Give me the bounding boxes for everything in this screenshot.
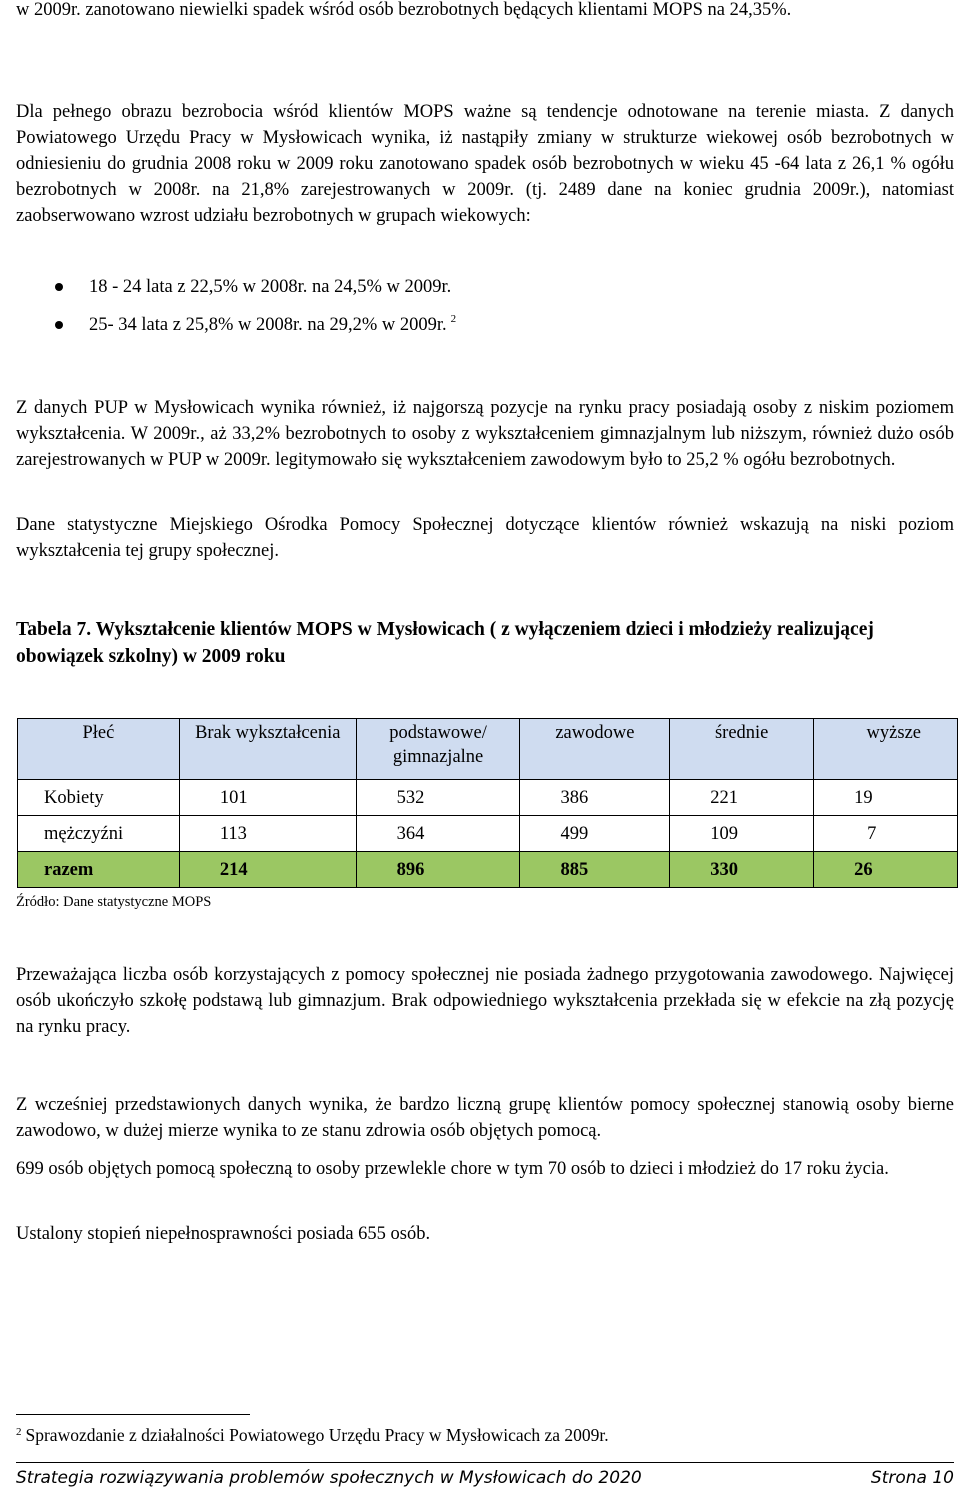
table-cell: 532 xyxy=(356,780,520,816)
row-label: razem xyxy=(18,852,180,888)
header-cell: Płeć xyxy=(18,719,180,780)
bullet-icon xyxy=(55,321,63,329)
table-row-total xyxy=(18,852,958,888)
table-cell: 330 xyxy=(670,852,814,888)
table-row xyxy=(18,816,958,852)
bullet-icon xyxy=(55,283,63,291)
table-cell: 214 xyxy=(179,852,356,888)
row-label: Kobiety xyxy=(18,780,180,816)
paragraph-mops-decline: w 2009r. zanotowano niewielki spadek wśród osób bezrobotnych będących klientami MOPS na 24,35%. xyxy=(16,0,792,20)
table-cell: 364 xyxy=(356,816,520,852)
table-source: Źródło: Dane statystyczne MOPS xyxy=(16,894,212,910)
footnote-text: Sprawozdanie z działalności Powiatowego Urzędu Pracy w Mysłowicach za 2009r. xyxy=(25,1425,609,1445)
header-cell: Brak wykształcenia xyxy=(179,719,356,780)
table-cell: 26 xyxy=(814,852,958,888)
table-cell: 101 xyxy=(179,780,356,816)
paragraph-inactive: Z wcześniej przedstawionych danych wynika, że bardzo liczną grupę klientów pomocy społecznej stanowią osoby bierne zawodowo, w dużej mierze wynika to ze stanu zdrowia osób objętych pomocą. xyxy=(16,1095,954,1141)
table-cell: 221 xyxy=(670,780,814,816)
age-group-list xyxy=(16,274,954,350)
table-cell: 113 xyxy=(179,816,356,852)
paragraph-education-level: Z danych PUP w Mysłowicach wynika również, iż najgorszą pozycje na rynku pracy posiadają osoby z niskim poziomem wykształcenia. W 2009r., aż 33,2% bezrobotnych to osoby z wykształceniem gimnazjalnym lub niższym, również dużo osób zarejestrowanych w PUP w 2009r. legitymowało się wykształceniem zawodowym było to 25,2 % ogółu bezrobotnych. xyxy=(16,398,954,470)
table-cell: 896 xyxy=(356,852,520,888)
table-cell: 7 xyxy=(814,816,958,852)
footnote-divider xyxy=(16,1414,250,1415)
paragraph-mops-statistics: Dane statystyczne Miejskiego Ośrodka Pomocy Społecznej dotyczące klientów również wskazują na niski poziom wykształcenia tej grupy społecznej. xyxy=(16,515,954,561)
footer-title: Strategia rozwiązywania problemów społecznych w Mysłowicach do 2020 xyxy=(16,1468,642,1488)
list-item xyxy=(16,274,954,312)
table-cell: 885 xyxy=(520,852,670,888)
header-cell: zawodowe xyxy=(520,719,670,780)
page-footer xyxy=(16,1466,954,1490)
paragraph-pup-age-structure: Dla pełnego obrazu bezrobocia wśród klientów MOPS ważne są tendencje odnotowane na terenie miasta. Z danych Powiatowego Urzędu Pracy w Mysłowicach wynika, iż nastąpiły zmiany w strukturze wiekowej osób bezrobotnych w odniesieniu do grudnia 2008 roku w 2009 roku zanotowano spadek osób bezrobotnych w wieku 45 -64 lata z 26,1 % ogółu bezrobotnych w 2008r. na 21,8% zarejestrowanych w 2009r. (tj. 2489 dane na koniec grudnia 2009r.), natomiast zaobserwowano wzrost udziału bezrobotnych w grupach wiekowych: xyxy=(16,102,954,226)
table-row xyxy=(18,780,958,816)
list-item-text: 18 - 24 lata z 22,5% w 2008r. na 24,5% w 2009r. xyxy=(89,277,452,297)
education-table xyxy=(17,718,958,888)
footnote xyxy=(16,1423,609,1447)
table-cell: 499 xyxy=(520,816,670,852)
page-number: Strona 10 xyxy=(870,1468,954,1488)
paragraph-no-vocational: Przeważająca liczba osób korzystających z pomocy społecznej nie posiada żadnego przygotowania zawodowego. Najwięcej osób ukończyło szkołę podstawą lub gimnazjum. Brak odpowiedniego wykształcenia przekłada się w efekcie na złą pozycję na rynku pracy. xyxy=(16,965,954,1037)
footer-divider xyxy=(16,1462,954,1463)
row-label: mężczyźni xyxy=(18,816,180,852)
paragraph-disability: Ustalony stopień niepełnosprawności posiada 655 osób. xyxy=(16,1224,431,1244)
header-cell: wyższe xyxy=(814,719,958,780)
header-cell: średnie xyxy=(670,719,814,780)
footnote-ref[interactable]: 2 xyxy=(450,313,457,325)
table-cell: 386 xyxy=(520,780,670,816)
table-cell: 19 xyxy=(814,780,958,816)
footnote-number: 2 xyxy=(16,1426,22,1438)
table-header-row xyxy=(18,719,958,780)
header-cell: podstawowe/ gimnazjalne xyxy=(356,719,520,780)
table-cell: 109 xyxy=(670,816,814,852)
table-title: Tabela 7. Wykształcenie klientów MOPS w Mysłowicach ( z wyłączeniem dzieci i młodzieży realizującej obowiązek szkolny) w 2009 roku xyxy=(16,619,874,667)
paragraph-chronically-ill: 699 osób objętych pomocą społeczną to osoby przewlekle chore w tym 70 osób to dzieci i młodzież do 17 roku życia. xyxy=(16,1159,889,1179)
list-item-text: 25- 34 lata z 25,8% w 2008r. na 29,2% w 2009r. xyxy=(89,315,447,335)
list-item xyxy=(16,312,954,350)
